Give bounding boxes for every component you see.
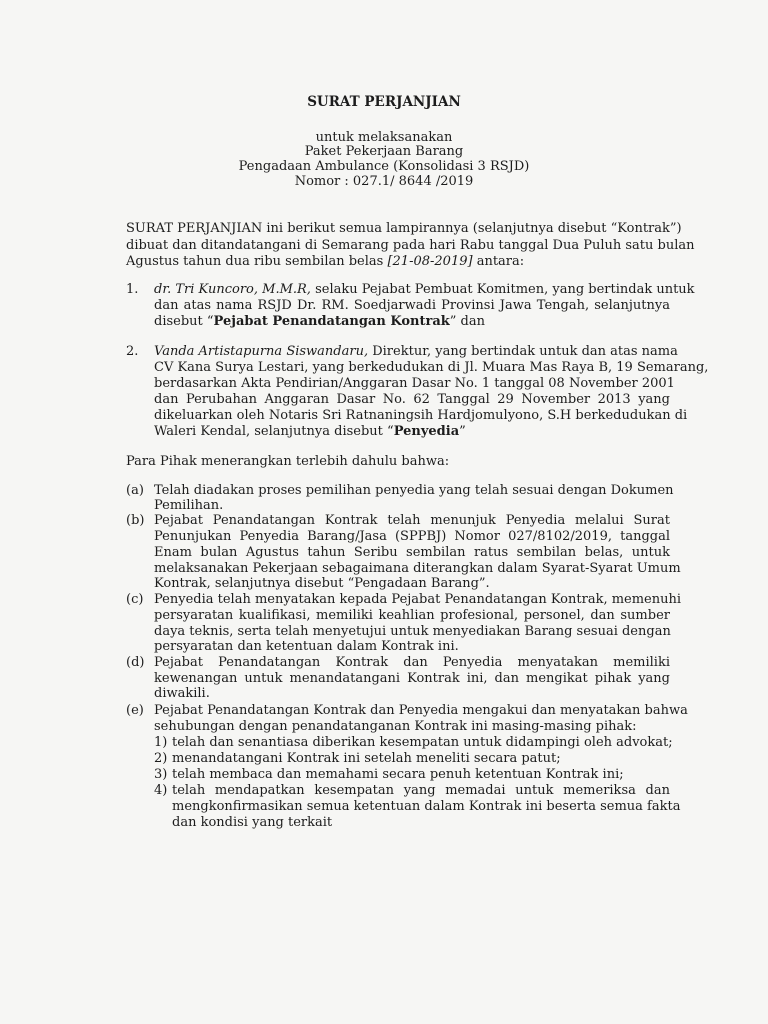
item-e-label: (e) (126, 703, 144, 718)
subitem-2-number: 2) (154, 751, 168, 766)
item-d-label: (d) (126, 655, 145, 670)
party-1-line-3: disebut “Pejabat Penandatangan Kontrak” dan (154, 314, 485, 329)
subitem-1-text: telah dan senantiasa diberikan kesempatan untuk didampingi oleh advokat; (172, 735, 673, 750)
agreement-date: [21-08-2019] (387, 254, 473, 269)
party-1-number: 1. (126, 282, 139, 297)
item-b-label: (b) (126, 513, 145, 528)
item-c-line-4: persyaratan dan ketentuan dalam Kontrak ini. (154, 639, 459, 654)
header-line-3: Pengadaan Ambulance (Konsolidasi 3 RSJD) (238, 159, 530, 174)
item-b-line-3: Enam bulan Agustus tahun Seribu sembilan ratus sembilan belas, untuk (154, 545, 670, 560)
party-2-line-6: Waleri Kendal, selanjutnya disebut “Penyedia” (154, 424, 466, 439)
item-e-line-2: sehubungan dengan penandatanganan Kontrak ini masing-masing pihak: (154, 719, 637, 734)
item-a-line-2: Pemilihan. (154, 498, 224, 513)
party-2-line-1: Vanda Artistapurna Siswandaru, Direktur, yang bertindak untuk dan atas nama (154, 344, 678, 359)
item-c-label: (c) (126, 592, 144, 607)
item-c-line-1: Penyedia telah menyatakan kepada Pejabat Penandatangan Kontrak, memenuhi (154, 592, 682, 607)
subitem-3-text: telah membaca dan memahami secara penuh ketentuan Kontrak ini; (172, 767, 624, 782)
item-b-line-5: Kontrak, selanjutnya disebut “Pengadaan Barang”. (154, 576, 490, 591)
party-2-line-5: dikeluarkan oleh Notaris Sri Ratnaningsih Hardjomulyono, S.H berkedudukan di (154, 408, 688, 423)
para-pihak-intro: Para Pihak menerangkan terlebih dahulu bahwa: (126, 454, 450, 469)
header-line-2: Paket Pekerjaan Barang (304, 144, 464, 159)
subitem-4-line-2: mengkonfirmasikan semua ketentuan dalam Kontrak ini beserta semua fakta (172, 799, 681, 814)
party-2-name: Vanda Artistapurna Siswandaru, (154, 344, 369, 359)
intro-line-3: Agustus tahun dua ribu sembilan belas [21-08-2019] antara: (126, 254, 525, 269)
party-1-line-1: dr. Tri Kuncoro, M.M.R, selaku Pejabat Pembuat Komitmen, yang bertindak untuk (154, 282, 695, 297)
item-b-line-4: melaksanakan Pekerjaan sebagaimana diterangkan dalam Syarat-Syarat Umum (154, 561, 681, 576)
party-1-line-2: dan atas nama RSJD Dr. RM. Soedjarwadi Provinsi Jawa Tengah, selanjutnya (154, 298, 670, 313)
subitem-3-number: 3) (154, 767, 168, 782)
party-2-line-3: berdasarkan Akta Pendirian/Anggaran Dasar No. 1 tanggal 08 November 2001 (154, 376, 675, 391)
document-title: SURAT PERJANJIAN (307, 94, 461, 110)
item-d-line-3: diwakili. (154, 686, 210, 701)
subitem-4-line-3: dan kondisi yang terkait (172, 815, 333, 830)
party-2-line-2: CV Kana Surya Lestari, yang berkedudukan di Jl. Muara Mas Raya B, 19 Semarang, (154, 360, 709, 375)
subitem-4-line-1: telah mendapatkan kesempatan yang memadai untuk memeriksa dan (172, 783, 670, 798)
subitem-1-number: 1) (154, 735, 168, 750)
item-c-line-3: daya teknis, serta telah menyetujui untuk menyediakan Barang sesuai dengan (154, 624, 671, 639)
header-line-1: untuk melaksanakan (315, 130, 453, 145)
subitem-2-text: menandatangani Kontrak ini setelah meneliti secara patut; (172, 751, 561, 766)
party-1-name: dr. Tri Kuncoro, M.M.R, (154, 282, 311, 297)
party-2-number: 2. (126, 344, 139, 359)
document-number: Nomor : 027.1/ 8644 /2019 (294, 174, 474, 189)
subitem-4-number: 4) (154, 783, 168, 798)
party-1-role: Pejabat Penandatangan Kontrak (213, 314, 450, 329)
item-b-line-2: Penunjukan Penyedia Barang/Jasa (SPPBJ) Nomor 027/8102/2019, tanggal (154, 529, 670, 544)
item-e-line-1: Pejabat Penandatangan Kontrak dan Penyedia mengakui dan menyatakan bahwa (154, 703, 688, 718)
item-d-line-1: Pejabat Penandatangan Kontrak dan Penyedia menyatakan memiliki (154, 655, 670, 670)
intro-line-1: SURAT PERJANJIAN ini berikut semua lampirannya (selanjutnya disebut “Kontrak”) (126, 221, 682, 236)
item-b-line-1: Pejabat Penandatangan Kontrak telah menunjuk Penyedia melalui Surat (154, 513, 670, 528)
party-2-line-4: dan Perubahan Anggaran Dasar No. 62 Tanggal 29 November 2013 yang (154, 392, 670, 407)
item-c-line-2: persyaratan kualifikasi, memiliki keahlian profesional, personel, dan sumber (154, 608, 670, 623)
item-d-line-2: kewenangan untuk menandatangani Kontrak ini, dan mengikat pihak yang (154, 671, 670, 686)
item-a-line-1: Telah diadakan proses pemilihan penyedia yang telah sesuai dengan Dokumen (154, 483, 674, 498)
item-a-label: (a) (126, 483, 144, 498)
intro-line-2: dibuat dan ditandatangani di Semarang pada hari Rabu tanggal Dua Puluh satu bulan (126, 238, 695, 253)
party-2-role: Penyedia (393, 424, 460, 439)
